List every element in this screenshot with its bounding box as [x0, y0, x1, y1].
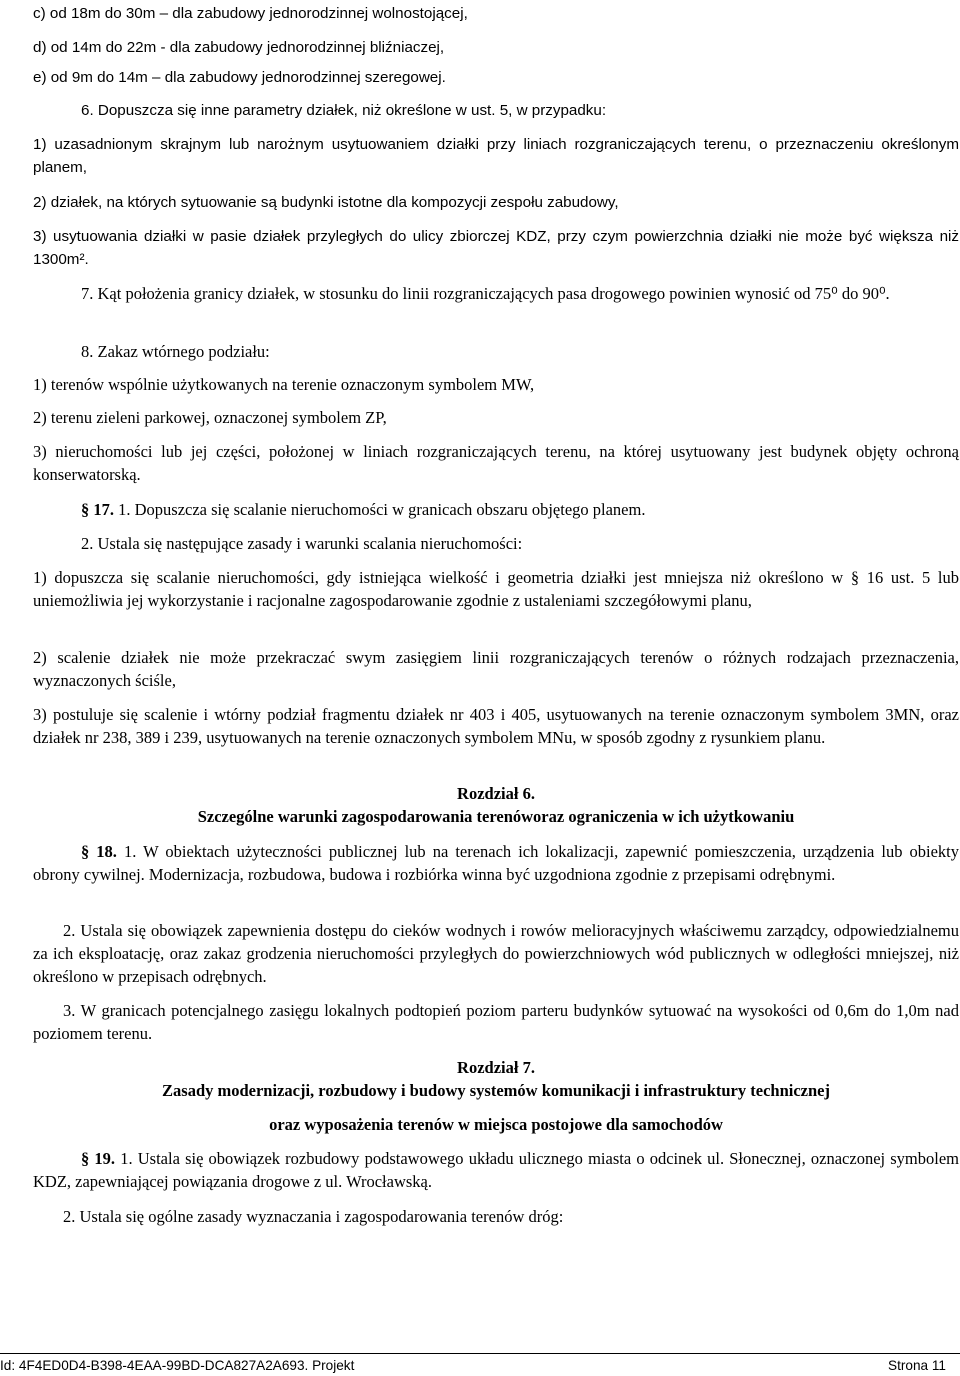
paragraph: d) od 14m do 22m - dla zabudowy jednorodzinnej bliźniaczej, [33, 39, 445, 56]
chapter-heading: Rozdział 6. [457, 784, 535, 803]
paragraph: 2) terenu zieleni parkowej, oznaczonej symbolem ZP, [33, 408, 387, 427]
paragraph: 3) usytuowania działki w pasie działek przyległych do ulicy zbiorczej KDZ, przy czym powierzchnia działki nie może być większa niż 1300m². [33, 228, 959, 268]
paragraph: § 18. 1. W obiektach użyteczności publicznej lub na terenach ich lokalizacji, zapewnić pomieszczenia, urządzenia lub obiekty obrony cywilnej. Modernizacja, rozbudowa, budowa i rozbiórka winna być uzgodniona zgodnie z przepisami odrębnymi. [33, 842, 960, 884]
paragraph: 2. Ustala się ogólne zasady wyznaczania i zagospodarowania terenów dróg: [63, 1207, 564, 1226]
paragraph: 7. Kąt położenia granicy działek, w stosunku do linii rozgraniczających pasa drogowego powinien wynosić od 75⁰ do 90⁰. [81, 284, 890, 303]
paragraph: § 17. 1. Dopuszcza się scalanie nieruchomości w granicach obszaru objętego planem. [81, 500, 646, 519]
section-number: § 19. [81, 1149, 116, 1168]
paragraph: 2) działek, na których sytuowanie są budynki istotne dla kompozycji zespołu zabudowy, [33, 194, 619, 211]
page-footer [0, 1353, 960, 1376]
paragraph: 3. W granicach potencjalnego zasięgu lokalnych podtopień poziom parteru budynków sytuować na wysokości od 0,6m do 1,0m nad poziomem terenu. [33, 1001, 959, 1043]
paragraph: 3) nieruchomości lub jej części, położonej w liniach rozgraniczających terenu, na której usytuowany jest budynek objęty ochroną konserwatorską. [33, 442, 959, 484]
paragraph: 1) dopuszcza się scalanie nieruchomości, gdy istniejąca wielkość i geometria działki jest mniejsza niż określono w § 16 ust. 5 lub uniemożliwia jej wykorzystanie i racjonalne zagospodarowanie zgodnie z ustaleniami szczegółowymi planu, [33, 568, 959, 610]
paragraph: 2. Ustala się obowiązek zapewnienia dostępu do cieków wodnych i rowów melioracyjnych właściwemu zarządcy, odpowiedzialnemu za ich eksploatację, oraz zakaz grodzenia nieruchomości przyległych do powierzchniowych wód publicznych w odległości mniejszej, niż określono w przepisach odrębnych. [33, 921, 959, 986]
chapter-title: oraz wyposażenia terenów w miejsca postojowe dla samochodów [269, 1115, 723, 1134]
paragraph: 2) scalenie działek nie może przekraczać swym zasięgiem linii rozgraniczających terenów o różnych rodzajach przeznaczenia, wyznaczonych ściśle, [33, 648, 959, 690]
chapter-heading: Rozdział 7. [457, 1058, 535, 1077]
document-id: Id: 4F4ED0D4-B398-4EAA-99BD-DCA827A2A693. Projekt [0, 1358, 355, 1373]
paragraph: 1) uzasadnionym skrajnym lub narożnym usytuowaniem działki przy liniach rozgraniczających terenu, o przeznaczeniu określonym planem, [33, 136, 959, 176]
paragraph: 2. Ustala się następujące zasady i warunki scalania nieruchomości: [81, 534, 523, 553]
paragraph: e) od 9m do 14m – dla zabudowy jednorodzinnej szeregowej. [33, 69, 446, 86]
paragraph: 1) terenów wspólnie użytkowanych na terenie oznaczonym symbolem MW, [33, 375, 535, 394]
paragraph: 6. Dopuszcza się inne parametry działek, niż określone w ust. 5, w przypadku: [81, 102, 607, 119]
paragraph: 8. Zakaz wtórnego podziału: [81, 342, 270, 361]
chapter-title: Zasady modernizacji, rozbudowy i budowy systemów komunikacji i infrastruktury technicznej [162, 1081, 830, 1100]
section-number: § 17. [81, 500, 114, 519]
paragraph: § 19. 1. Ustala się obowiązek rozbudowy podstawowego układu ulicznego miasta o odcinek ul. Słonecznej, oznaczonej symbolem KDZ, zapewniającej powiązania drogowe z ul. Wrocławską. [33, 1149, 960, 1191]
chapter-title: Szczególne warunki zagospodarowania terenóworaz ograniczenia w ich użytkowaniu [197, 807, 795, 826]
section-number: § 18. [81, 842, 117, 861]
paragraph: 3) postuluje się scalenie i wtórny podział fragmentu działek nr 403 i 405, usytuowanych na terenie oznaczonym symbolem 3MN, oraz działek nr 238, 389 i 239, usytuowanych na terenie oznaczonych symbolem MNu, w sposób zgodny z rysunkiem planu. [33, 705, 959, 747]
paragraph: c) od 18m do 30m – dla zabudowy jednorodzinnej wolnostojącej, [33, 5, 468, 22]
page-number: Strona 11 [888, 1358, 946, 1373]
